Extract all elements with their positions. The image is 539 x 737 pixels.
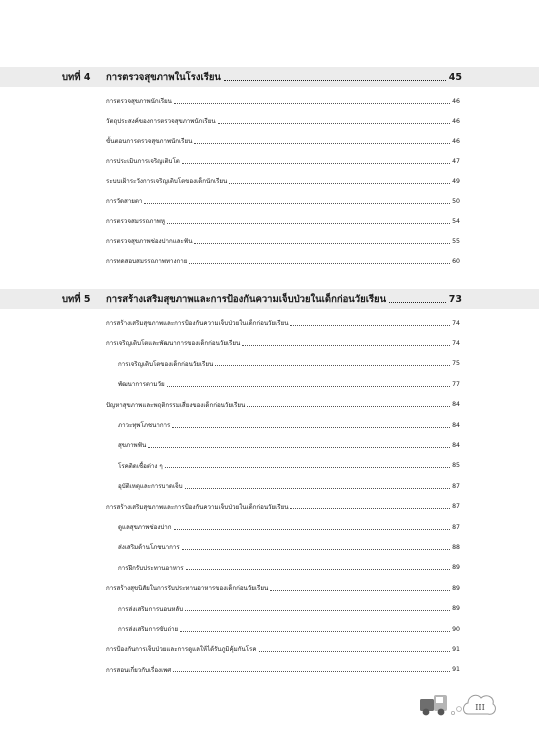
- toc-entry[interactable]: [118, 479, 460, 493]
- toc-entry[interactable]: [106, 500, 460, 514]
- toc-entry-title: การประเมินการเจริญเติบโต: [106, 158, 180, 165]
- toc-entry-leader: [229, 183, 450, 184]
- toc-entry[interactable]: [106, 336, 460, 350]
- chapter-4-page: 45: [448, 71, 462, 83]
- toc-entry-title: การทดสอบสมรรถภาพทางกาย: [106, 258, 188, 265]
- toc-entry-page: 77: [452, 380, 460, 388]
- toc-entry-leader: [182, 163, 450, 164]
- toc-entry[interactable]: [106, 234, 460, 248]
- toc-entry[interactable]: [118, 357, 460, 371]
- chapter-4-leader: [224, 80, 446, 81]
- toc-entry-title: การสอนเกี่ยวกับเรื่องเพศ: [106, 666, 172, 674]
- truck-icon: [420, 695, 447, 715]
- toc-entry[interactable]: [106, 254, 460, 268]
- toc-entry[interactable]: [118, 438, 460, 452]
- toc-entry-leader: [247, 406, 450, 407]
- toc-entry[interactable]: [106, 134, 460, 148]
- chapter-5-page: 73: [448, 293, 462, 305]
- toc-entry-title: การวัดสายตา: [106, 198, 143, 205]
- toc-entry-leader: [173, 671, 450, 672]
- toc-entry-title: วัตถุประสงค์ของการตรวจสุขภาพนักเรียน: [106, 118, 216, 125]
- toc-entry[interactable]: [106, 642, 460, 656]
- toc-entry[interactable]: [106, 94, 460, 108]
- toc-entry-title: โรคติดเชื้อต่าง ๆ: [118, 462, 163, 470]
- toc-entry-page: 89: [452, 584, 460, 592]
- toc-entry-title: ปัญหาสุขภาพและพฤติกรรมเสี่ยงของเด็กก่อนวัยเรียน: [106, 401, 246, 409]
- toc-entry-title: การฝึกรับประทานอาหาร: [118, 564, 184, 572]
- toc-entry-title: การเจริญเติบโตและพัฒนาการของเด็กก่อนวัยเรียน: [106, 340, 241, 348]
- toc-entry[interactable]: [106, 663, 460, 677]
- toc-entry[interactable]: [106, 174, 460, 188]
- toc-entry-leader: [194, 243, 450, 244]
- toc-entry-title: ระบบเฝ้าระวังการเจริญเติบโตของเด็กนักเรียน: [106, 178, 228, 185]
- toc-entry[interactable]: [118, 602, 460, 616]
- chapter-4-heading[interactable]: [62, 67, 462, 87]
- toc-entry-leader: [174, 103, 450, 104]
- toc-entry-title: ส่งเสริมด้านโภชนาการ: [118, 544, 180, 552]
- toc-entry-title: พัฒนาการตามวัย: [118, 381, 165, 389]
- toc-entry-title: ขั้นตอนการตรวจสุขภาพนักเรียน: [106, 138, 193, 145]
- toc-entry-leader: [215, 365, 450, 366]
- toc-entry-title: การสร้างเสริมสุขภาพและการป้องกันความเจ็บป่วยในเด็กก่อนวัยเรียน: [106, 320, 289, 327]
- cloud-icon: [451, 695, 495, 714]
- toc-entry-title: ภาวะทุพโภชนาการ: [118, 422, 171, 429]
- toc-entry-page: 47: [452, 157, 460, 165]
- toc-entry-page: 46: [452, 137, 460, 145]
- toc-entry[interactable]: [118, 622, 460, 636]
- toc-entry-leader: [148, 447, 450, 448]
- toc-entry[interactable]: [118, 377, 460, 391]
- toc-entry[interactable]: [106, 194, 460, 208]
- chapter-4-title: การตรวจสุขภาพในโรงเรียน: [106, 71, 221, 83]
- toc-entry-page: 87: [452, 482, 460, 490]
- toc-entry-title: การเจริญเติบโตของเด็กก่อนวัยเรียน: [118, 360, 214, 368]
- toc-entry-title: การตรวจสมรรถภาพหู: [106, 218, 165, 225]
- toc-entry-leader: [194, 143, 450, 144]
- toc-entry[interactable]: [106, 214, 460, 228]
- toc-entry-leader: [182, 549, 450, 550]
- toc-entry-page: 75: [452, 360, 460, 368]
- toc-entry-page: 84: [452, 421, 460, 429]
- toc-entry-leader: [270, 590, 450, 591]
- toc-entry-page: 84: [452, 441, 460, 449]
- page-number-badge: [418, 686, 500, 726]
- chapter-4-number: บทที่ 4: [62, 71, 91, 83]
- toc-entry-page: 49: [452, 177, 460, 185]
- toc-entry-page: 89: [452, 564, 460, 572]
- toc-entry[interactable]: [118, 561, 460, 575]
- toc-entry[interactable]: [118, 520, 460, 534]
- toc-entry-leader: [144, 203, 450, 204]
- toc-entry-page: 55: [452, 237, 460, 245]
- toc-entry-page: 46: [452, 117, 460, 125]
- toc-entry-leader: [218, 123, 451, 124]
- toc-entry-title: การตรวจสุขภาพช่องปากและฟัน: [106, 238, 193, 245]
- toc-entry-page: 91: [452, 666, 460, 674]
- toc-entry-leader: [174, 529, 451, 530]
- toc-entry[interactable]: [106, 398, 460, 412]
- toc-entry-page: 54: [452, 217, 460, 225]
- toc-entry-leader: [185, 488, 451, 489]
- toc-entry-page: 89: [452, 605, 460, 613]
- toc-entry-title: ดูแลสุขภาพช่องปาก: [118, 524, 172, 531]
- toc-entry-title: การสร้างเสริมสุขภาพและการป้องกันความเจ็บป่วยในเด็กก่อนวัยเรียน: [106, 503, 289, 511]
- toc-entry-page: 88: [452, 543, 460, 551]
- toc-entry[interactable]: [118, 418, 460, 432]
- toc-entry-page: 85: [452, 462, 460, 470]
- toc-entry-title: การส่งเสริมการนอนหลับ: [118, 605, 184, 613]
- toc-entry-page: 46: [452, 97, 460, 105]
- page-number-graphic: [418, 686, 500, 722]
- toc-entry[interactable]: [106, 316, 460, 330]
- toc-entry-leader: [186, 569, 451, 570]
- toc-entry[interactable]: [106, 114, 460, 128]
- toc-entry-page: 60: [452, 257, 460, 265]
- toc-entry-title: อุบัติเหตุและการบาดเจ็บ: [118, 483, 183, 491]
- toc-entry-title: สุขภาพฟัน: [118, 442, 147, 450]
- chapter-5-leader: [389, 302, 446, 303]
- toc-entry-title: การตรวจสุขภาพนักเรียน: [106, 98, 172, 105]
- toc-entry-leader: [167, 386, 451, 387]
- toc-entry-leader: [189, 263, 450, 264]
- toc-entry-page: 87: [452, 523, 460, 531]
- toc-entry-leader: [172, 427, 450, 428]
- toc-entry-page: 50: [452, 197, 460, 205]
- toc-entry-leader: [167, 223, 450, 224]
- toc-entry-leader: [185, 610, 450, 611]
- toc-entry-page: 74: [452, 319, 460, 327]
- toc-entry-leader: [259, 651, 451, 652]
- chapter-5-heading[interactable]: [62, 289, 462, 309]
- toc-entry-leader: [165, 467, 450, 468]
- toc-entry-leader: [180, 631, 450, 632]
- toc-entry[interactable]: [118, 540, 460, 554]
- toc-entry[interactable]: [118, 459, 460, 473]
- toc-entry-title: การสร้างสุขนิสัยในการรับประทานอาหารของเด็กก่อนวัยเรียน: [106, 585, 269, 593]
- page-number: III: [475, 703, 485, 712]
- toc-entry-page: 74: [452, 339, 460, 347]
- toc-entry-page: 90: [452, 625, 460, 633]
- toc-entry[interactable]: [106, 154, 460, 168]
- toc-entry[interactable]: [106, 581, 460, 595]
- toc-entry-title: การป้องกันการเจ็บป่วยและการดูแลให้ได้รับภูมิคุ้มกันโรค: [106, 646, 257, 654]
- toc-entry-page: 87: [452, 503, 460, 511]
- toc-entry-leader: [242, 345, 450, 346]
- toc-entry-page: 91: [452, 645, 460, 653]
- toc-entry-page: 84: [452, 401, 460, 409]
- toc-entry-title: การส่งเสริมการขับถ่าย: [118, 626, 179, 633]
- toc-entry-leader: [290, 508, 450, 509]
- chapter-5-number: บทที่ 5: [62, 293, 91, 305]
- toc-entry-leader: [290, 325, 450, 326]
- chapter-5-title: การสร้างเสริมสุขภาพและการป้องกันความเจ็บป่วยในเด็กก่อนวัยเรียน: [106, 293, 387, 305]
